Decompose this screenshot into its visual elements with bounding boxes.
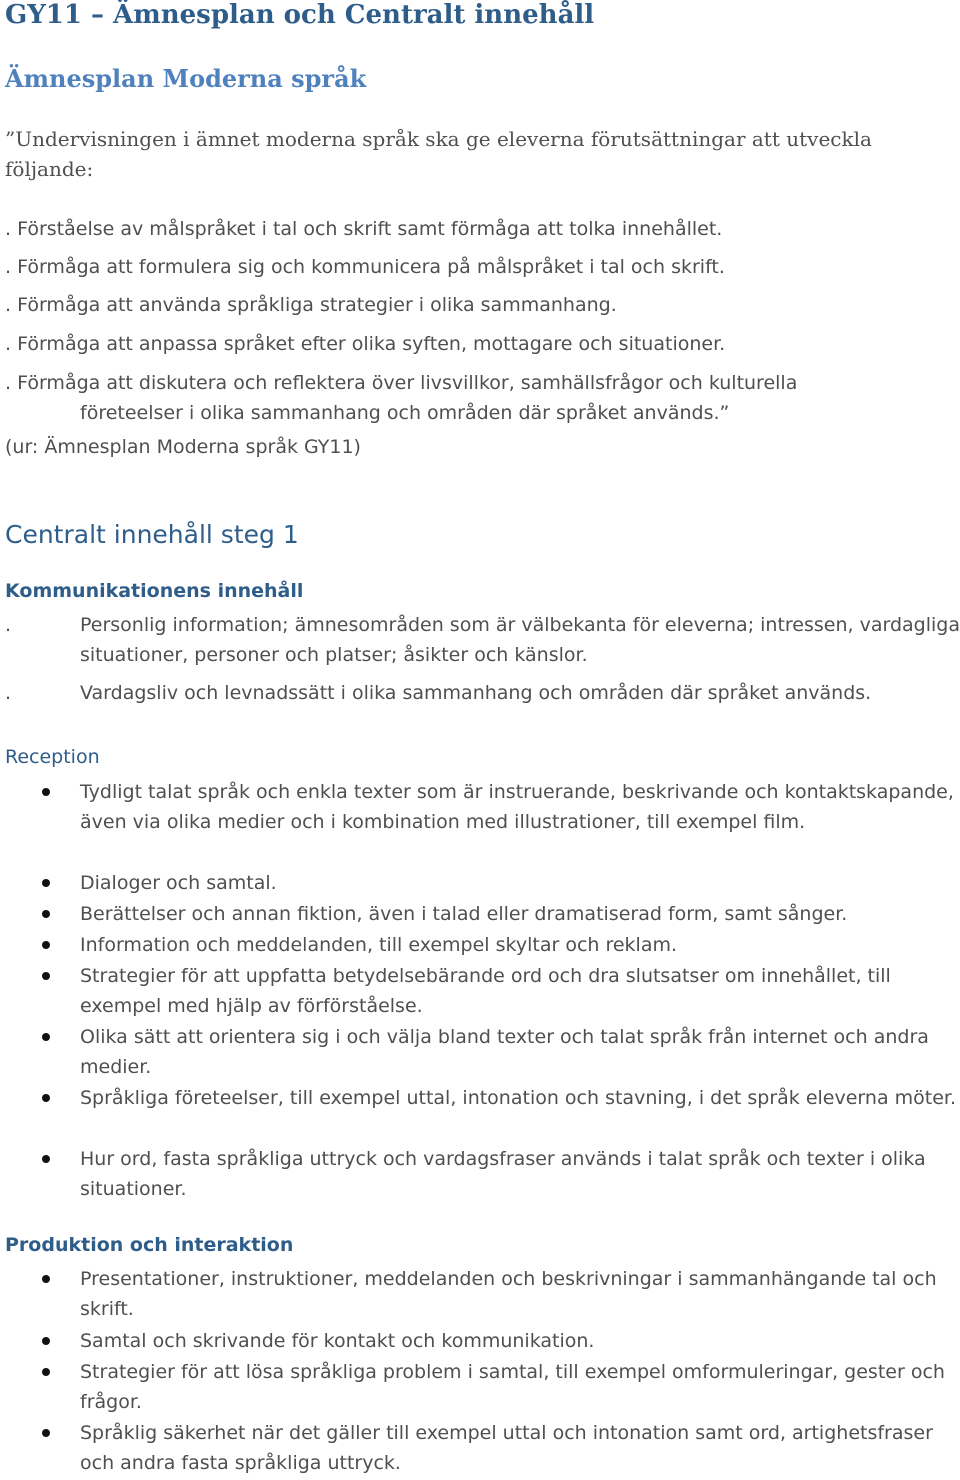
reception-item [5, 868, 960, 898]
reception-item-text: Strategier för att uppfatta betydelsebärande ord och dra slutsatser om innehållet, till exempel med hjälp av förförståelse. [80, 965, 891, 1017]
reception-item-text: Information och meddelanden, till exempel skyltar och reklam. [80, 934, 678, 956]
objective-line-1: . Förmåga att diskutera och reflektera över livsvillkor, samhällsfrågor och kulturella [5, 372, 798, 394]
bullet-icon [42, 1275, 50, 1283]
reception-item-text: Hur ord, fasta språkliga uttryck och vardagsfraser används i talat språk och texter i olika situationer. [80, 1148, 926, 1200]
reception-item-text: Berättelser och annan fiktion, även i talad eller dramatiserad form, samt sånger. [80, 903, 848, 925]
bullet-icon [42, 1094, 50, 1102]
bullet-icon [42, 1155, 50, 1163]
objective-item: . Förmåga att använda språkliga strategier i olika sammanhang. [5, 294, 617, 316]
quote-intro: ”Undervisningen i ämnet moderna språk ska ge eleverna förutsättningar att utveckla följande: [5, 127, 872, 181]
document-title: GY11 – Ämnesplan och Centralt innehåll [5, 0, 595, 30]
bullet-icon [42, 1429, 50, 1437]
reception-item-text: Språkliga företeelser, till exempel uttal, intonation och stavning, i det språk eleverna möter. [80, 1087, 957, 1109]
objective-item-last [5, 368, 955, 428]
production-item [5, 1264, 960, 1324]
production-item-text: Presentationer, instruktioner, meddelanden och beskrivningar i sammanhängande tal och skrift. [80, 1268, 937, 1320]
section-heading-subject-plan: Ämnesplan Moderna språk [5, 64, 367, 93]
central-content-heading: Centralt innehåll steg 1 [5, 520, 299, 549]
reception-item [5, 961, 960, 1021]
objective-item: . Förmåga att formulera sig och kommunicera på målspråket i tal och skrift. [5, 256, 725, 278]
reception-item [5, 899, 960, 929]
reception-item-text: Olika sätt att orientera sig i och välja bland texter och talat språk från internet och andra medier. [80, 1026, 929, 1078]
reception-heading: Reception [5, 746, 100, 768]
reception-item [5, 1022, 960, 1082]
reception-item [5, 1083, 960, 1113]
production-item [5, 1357, 960, 1417]
reception-item [5, 930, 960, 960]
production-item [5, 1418, 960, 1478]
objective-line-2: företeelser i olika sammanhang och områden där språket används.” [80, 402, 730, 424]
reception-item-text: Tydligt talat språk och enkla texter som är instruerande, beskrivande och kontaktskapande, även via olika medier och i kombination med illustrationer, till exempel film. [80, 781, 954, 833]
communication-item [5, 610, 960, 670]
production-item-text: Strategier för att lösa språkliga problem i samtal, till exempel omformuleringar, gester och frågor. [80, 1361, 945, 1413]
production-item-text: Samtal och skrivande för kontakt och kommunikation. [80, 1330, 595, 1352]
bullet-icon [42, 972, 50, 980]
source-citation: (ur: Ämnesplan Moderna språk GY11) [5, 436, 361, 458]
communication-item-text: Vardagsliv och levnadssätt i olika sammanhang och områden där språket används. [80, 682, 872, 704]
communication-item-text: Personlig information; ämnesområden som är välbekanta för eleverna; intressen, vardagliga situationer, personer och platser; åsikter och känslor. [80, 614, 960, 666]
production-heading: Produktion och interaktion [5, 1234, 294, 1256]
item-marker: . [5, 614, 12, 636]
communication-item [5, 678, 960, 708]
reception-item [5, 1144, 960, 1204]
item-marker: . [5, 682, 12, 704]
production-item-text: Språklig säkerhet när det gäller till exempel uttal och intonation samt ord, artighetsfraser och andra fasta språkliga uttryck. [80, 1422, 933, 1474]
objective-item: . Förmåga att anpassa språket efter olika syften, mottagare och situationer. [5, 333, 726, 355]
reception-item-text: Dialoger och samtal. [80, 872, 277, 894]
bullet-icon [42, 1368, 50, 1376]
production-item [5, 1326, 960, 1356]
reception-item [5, 777, 960, 837]
bullet-icon [42, 879, 50, 887]
objective-item: . Förståelse av målspråket i tal och skrift samt förmåga att tolka innehållet. [5, 218, 723, 240]
bullet-icon [42, 788, 50, 796]
bullet-icon [42, 910, 50, 918]
bullet-icon [42, 1033, 50, 1041]
communication-heading: Kommunikationens innehåll [5, 580, 304, 602]
bullet-icon [42, 941, 50, 949]
bullet-icon [42, 1337, 50, 1345]
